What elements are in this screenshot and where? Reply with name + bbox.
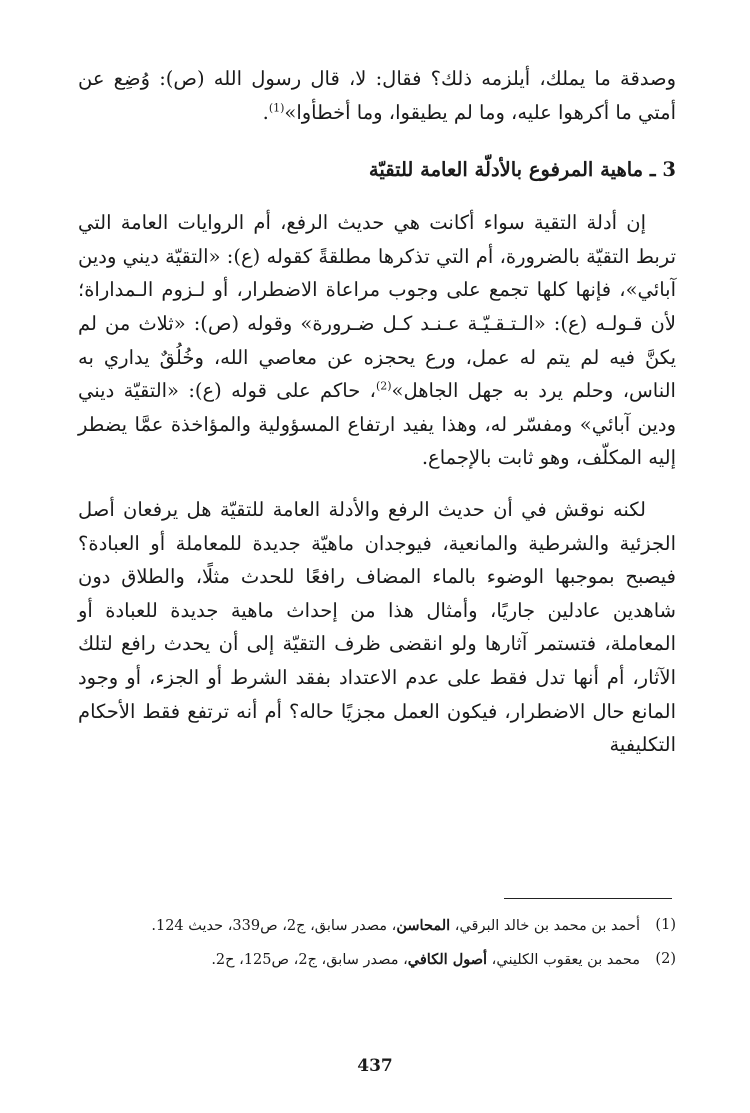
footnote-ref-1[interactable]: (1) [268, 101, 285, 115]
footnote-source: ، مصدر سابق، ج2، ص125، ح2. [211, 952, 408, 968]
footnote-2 [80, 946, 676, 974]
paragraph-2 [78, 206, 676, 475]
footnote-author: محمد بن يعقوب الكليني، [487, 952, 640, 968]
footnote-source: ، مصدر سابق، ج2، ص339، حديث 124. [151, 918, 397, 934]
section-heading: 3 ـ ماهية المرفوع بالأدلّة العامة للتقيّة [368, 158, 676, 182]
paragraph-1-text: وصدقة ما يملك، أيلزمه ذلك؟ فقال: لا، قال رسول الله (ص): وُضِع عن أمتي ما أكرهوا عليه، وما لم يطيقوا، وما أخطأوا» [78, 67, 676, 124]
footnote-author: أحمد بن محمد بن خالد البرقي، [450, 918, 640, 934]
footnote-number: (1) [655, 917, 676, 933]
page-number: 437 [357, 1056, 393, 1076]
footnote-title: المحاسن [396, 917, 451, 934]
paragraph-2-text-b: ، حاكم على قوله (ع): «التقيّة ديني ودين آبائي» ومفسّر له، وهذا يفيد ارتفاع المسؤولية والمؤاخذة عمَّا يضطر إليه المكلّف، وهو ثابت بالإجماع. [78, 379, 676, 470]
footnote-1 [80, 912, 676, 940]
footnote-number: (2) [655, 951, 676, 967]
paragraph-2-text-a: إن أدلة التقية سواء أكانت هي حديث الرفع، أم الروايات العامة التي تربط التقيّة بالضرورة، أم التي تذكرها مطلقةً كقوله (ع): «التقيّة ديني ودين آبائي»، فإنها كلها تجمع على وجوب مراعاة الاضطرار، أو لـزوم الـمداراة؛ لأن قـولـه (ع): «الـتـقـيّـة عـنـد كـل ضـرورة» وقوله (ص): «ثلاث من لم يكنَّ فيه لم يتم له عمل، ورع يحجزه عن معاصي الله، وخُلُقٌ يداري به الناس، وحلم يرد به جهل الجاهل» [78, 211, 676, 403]
footnote-text [80, 946, 640, 974]
page-body [78, 62, 676, 762]
footnote-ref-2[interactable]: (2) [375, 379, 392, 393]
paragraph-3: لكنه نوقش في أن حديث الرفع والأدلة العامة للتقيّة هل يرفعان أصل الجزئية والشرطية والمانعية، فيوجدان ماهيّة جديدة للمعاملة أو العبادة؟ فيصبح بموجبها الوضوء بالماء المضاف رافعًا للحدث مثلًا، والطلاق دون شاهدين عادلين جاريًا، وأمثال هذا من إحداث ماهية جديدة للعبادة أو المعاملة، فتستمر آثارها ولو انقضى ظرف التقيّة إلى أن يحدث رافع لتلك الآثار، أم أنها تدل فقط على عدم الاعتداد بفقد الشرط أو الجزء، أو وجود المانع حال الاضطرار، فيكون العمل مجزيًا حاله؟ أم أنه ترتفع فقط الأحكام التكليفية [78, 497, 676, 757]
footnote-title: أصول الكافي [407, 951, 488, 968]
paragraph-1 [78, 62, 676, 129]
footnotes [80, 912, 676, 980]
paragraph-1-end: . [262, 100, 269, 124]
footnote-divider [504, 898, 672, 899]
footnote-text [80, 912, 640, 940]
